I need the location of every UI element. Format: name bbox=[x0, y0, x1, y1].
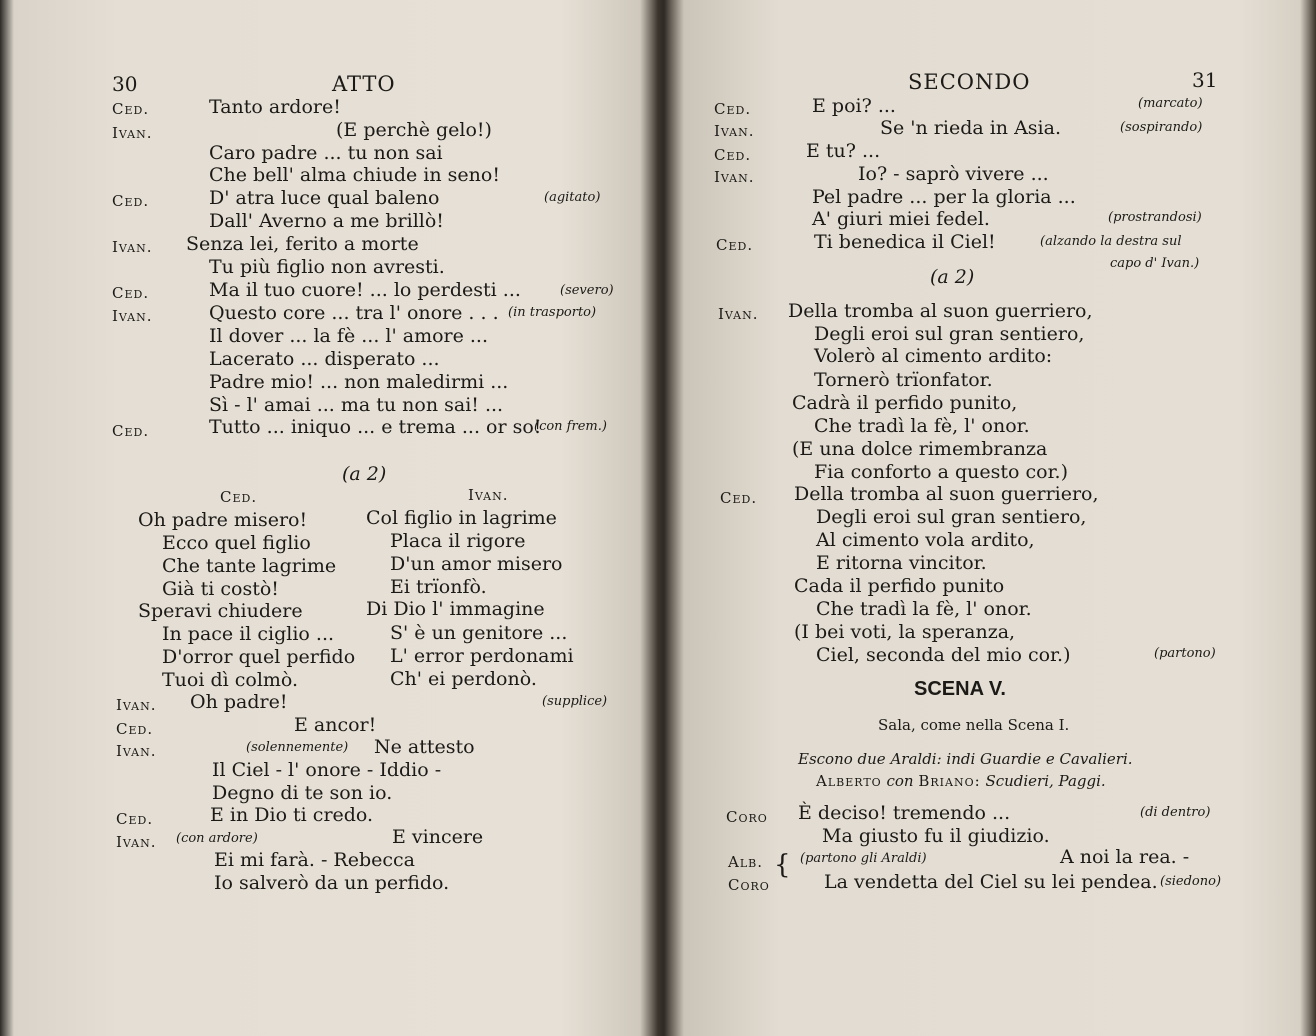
verse-line: Caro padre ... tu non sai bbox=[209, 142, 443, 164]
verse-line: Degno di te son io. bbox=[212, 782, 393, 804]
scene-entry-word: Scudieri, Paggi. bbox=[985, 772, 1106, 790]
character-name: Alberto bbox=[816, 772, 882, 790]
page-number: 30 bbox=[112, 72, 138, 96]
page-number: 31 bbox=[1192, 68, 1218, 92]
duet-line: Già ti costò! bbox=[162, 578, 279, 600]
verse-line: Ciel, seconda del mio cor.) bbox=[816, 644, 1071, 666]
verse-line: Lacerato ... disperato ... bbox=[209, 348, 440, 370]
verse-line: Io? - saprò vivere ... bbox=[858, 163, 1049, 185]
a-due-marker: (a 2) bbox=[930, 266, 975, 288]
verse-line: Che tradì la fè, l' onor. bbox=[814, 415, 1030, 437]
speaker: Ced. bbox=[116, 720, 154, 738]
brace-icon: { bbox=[774, 850, 791, 880]
verse-line: Della tromba al suon guerriero, bbox=[794, 483, 1099, 505]
right-page bbox=[670, 0, 1302, 1036]
duet-line: Speravi chiudere bbox=[138, 600, 303, 622]
speaker: Ced. bbox=[112, 422, 150, 440]
stage-direction: (alzando la destra sul bbox=[1040, 234, 1182, 249]
duet-line: Che tante lagrime bbox=[162, 555, 337, 577]
speaker: Ced. bbox=[716, 236, 754, 254]
verse-line: Dall' Averno a me brillò! bbox=[209, 210, 444, 232]
scene-title: SCENA V. bbox=[914, 678, 1006, 700]
duet-ced-header: Ced. bbox=[220, 488, 258, 506]
speaker: Alb. bbox=[728, 853, 763, 871]
running-header: SECONDO bbox=[908, 70, 1031, 94]
stage-direction: (solennemente) bbox=[246, 740, 349, 755]
stage-direction: (marcato) bbox=[1138, 96, 1203, 111]
speaker: Ced. bbox=[112, 192, 150, 210]
verse-line: Che tradì la fè, l' onor. bbox=[816, 598, 1032, 620]
speaker: Ivan. bbox=[718, 305, 759, 323]
verse-line: (E perchè gelo!) bbox=[336, 119, 492, 141]
speaker: Ced. bbox=[714, 146, 752, 164]
verse-line: Al cimento vola ardito, bbox=[816, 529, 1035, 551]
character-name: Briano: bbox=[918, 772, 981, 790]
stage-direction: (severo) bbox=[560, 283, 614, 298]
verse-line: Ne attesto bbox=[374, 736, 475, 758]
speaker: Ced. bbox=[116, 810, 154, 828]
verse-line: Degli eroi sul gran sentiero, bbox=[814, 323, 1085, 345]
verse-line: Io salverò da un perfido. bbox=[214, 872, 450, 894]
stage-direction: (di dentro) bbox=[1140, 805, 1211, 820]
duet-line: Ecco quel figlio bbox=[162, 532, 311, 554]
verse-line: (I bei voti, la speranza, bbox=[794, 621, 1016, 643]
scene-entry-word: con bbox=[886, 772, 914, 790]
duet-ivan-header: Ivan. bbox=[468, 486, 509, 504]
a-due-marker: (a 2) bbox=[342, 463, 387, 485]
verse-line: E ancor! bbox=[294, 714, 377, 736]
verse-line: Tornerò trïonfator. bbox=[814, 369, 993, 391]
verse-line: Oh padre! bbox=[190, 691, 288, 713]
verse-line: Ma il tuo cuore! ... lo perdesti ... bbox=[209, 279, 521, 301]
duet-line: D'orror quel perfido bbox=[162, 646, 356, 668]
duet-line: L' error perdonami bbox=[390, 645, 574, 667]
verse-line: Fia conforto a questo cor.) bbox=[814, 461, 1069, 483]
verse-line: Tu più figlio non avresti. bbox=[209, 256, 445, 278]
speaker: Coro bbox=[728, 876, 770, 894]
speaker: Ced. bbox=[720, 489, 758, 507]
stage-direction: (supplice) bbox=[542, 694, 608, 709]
verse-line: Pel padre ... per la gloria ... bbox=[812, 186, 1076, 208]
verse-line: Cada il perfido punito bbox=[794, 575, 1005, 597]
speaker: Ced. bbox=[714, 100, 752, 118]
stage-direction: (con ardore) bbox=[176, 831, 258, 846]
verse-line: Se 'n rieda in Asia. bbox=[880, 117, 1062, 139]
stage-direction: (agitato) bbox=[544, 190, 601, 205]
duet-line: Ei trïonfò. bbox=[390, 576, 487, 598]
verse-line: E ritorna vincitor. bbox=[816, 552, 987, 574]
stage-direction: (in trasporto) bbox=[508, 305, 597, 320]
verse-line: Sì - l' amai ... ma tu non sai! ... bbox=[209, 394, 504, 416]
verse-line: E vincere bbox=[392, 826, 484, 848]
verse-line: Senza lei, ferito a morte bbox=[186, 233, 419, 255]
speaker: Ced. bbox=[112, 284, 150, 302]
stage-direction: (siedono) bbox=[1160, 874, 1222, 889]
stage-direction: (partono gli Araldi) bbox=[800, 851, 927, 866]
speaker: Ivan. bbox=[714, 122, 755, 140]
verse-line: A' giuri miei fedel. bbox=[812, 208, 990, 230]
verse-line: D' atra luce qual baleno bbox=[209, 187, 440, 209]
verse-line: Cadrà il perfido punito, bbox=[792, 392, 1018, 414]
speaker: Ivan. bbox=[112, 238, 153, 256]
verse-line: (E una dolce rimembranza bbox=[792, 438, 1048, 460]
running-header: ATTO bbox=[332, 72, 396, 96]
speaker: Coro bbox=[726, 808, 768, 826]
duet-line: S' è un genitore ... bbox=[390, 622, 568, 644]
duet-line: Placa il rigore bbox=[390, 530, 526, 552]
stage-direction: (sospirando) bbox=[1120, 120, 1203, 135]
verse-line: Questo core ... tra l' onore . . . bbox=[209, 302, 499, 324]
verse-line: È deciso! tremendo ... bbox=[798, 802, 1011, 824]
verse-line: Che bell' alma chiude in seno! bbox=[209, 164, 500, 186]
speaker: Ivan. bbox=[714, 168, 755, 186]
duet-line: Ch' ei perdonò. bbox=[390, 668, 537, 690]
verse-line: Degli eroi sul gran sentiero, bbox=[816, 506, 1087, 528]
verse-line: Il dover ... la fè ... l' amore ... bbox=[209, 325, 489, 347]
speaker: Ivan. bbox=[116, 833, 157, 851]
stage-direction: (con frem.) bbox=[534, 419, 607, 434]
verse-line: E tu? ... bbox=[806, 140, 881, 162]
duet-line: Di Dio l' immagine bbox=[366, 598, 545, 620]
verse-line: Il Ciel - l' onore - Iddio - bbox=[212, 759, 442, 781]
stage-direction: (partono) bbox=[1154, 646, 1216, 661]
speaker: Ced. bbox=[112, 100, 150, 118]
verse-line: La vendetta del Ciel su lei pendea. bbox=[824, 871, 1158, 893]
stage-direction: capo d' Ivan.) bbox=[1110, 256, 1200, 271]
speaker: Ivan. bbox=[116, 696, 157, 714]
verse-line: A noi la rea. - bbox=[1060, 846, 1190, 868]
scene-setting: Sala, come nella Scena I. bbox=[878, 716, 1070, 734]
duet-line: Col figlio in lagrime bbox=[366, 507, 557, 529]
verse-line: Tanto ardore! bbox=[209, 96, 341, 118]
verse-line: Ti benedica il Ciel! bbox=[814, 231, 996, 253]
left-page bbox=[14, 0, 654, 1036]
duet-line: Tuoi dì colmò. bbox=[162, 669, 299, 691]
duet-line: In pace il ciglio ... bbox=[162, 623, 335, 645]
verse-line: Padre mio! ... non maledirmi ... bbox=[209, 371, 509, 393]
speaker: Ivan. bbox=[112, 307, 153, 325]
speaker: Ivan. bbox=[112, 124, 153, 142]
verse-line: E in Dio ti credo. bbox=[210, 804, 374, 826]
verse-line: E poi? ... bbox=[812, 95, 896, 117]
duet-line: D'un amor misero bbox=[390, 553, 563, 575]
scene-entry bbox=[816, 772, 1106, 790]
verse-line: Tutto ... iniquo ... e trema ... or so! bbox=[209, 416, 542, 438]
verse-line: Ei mi farà. - Rebecca bbox=[214, 849, 415, 871]
duet-line: Oh padre misero! bbox=[138, 509, 308, 531]
verse-line: Volerò al cimento ardito: bbox=[814, 345, 1053, 367]
scene-entry: Escono due Araldi: indi Guardie e Cavalieri. bbox=[798, 750, 1133, 768]
speaker: Ivan. bbox=[116, 742, 157, 760]
stage-direction: (prostrandosi) bbox=[1108, 210, 1202, 225]
verse-line: Della tromba al suon guerriero, bbox=[788, 300, 1093, 322]
verse-line: Ma giusto fu il giudizio. bbox=[822, 825, 1050, 847]
